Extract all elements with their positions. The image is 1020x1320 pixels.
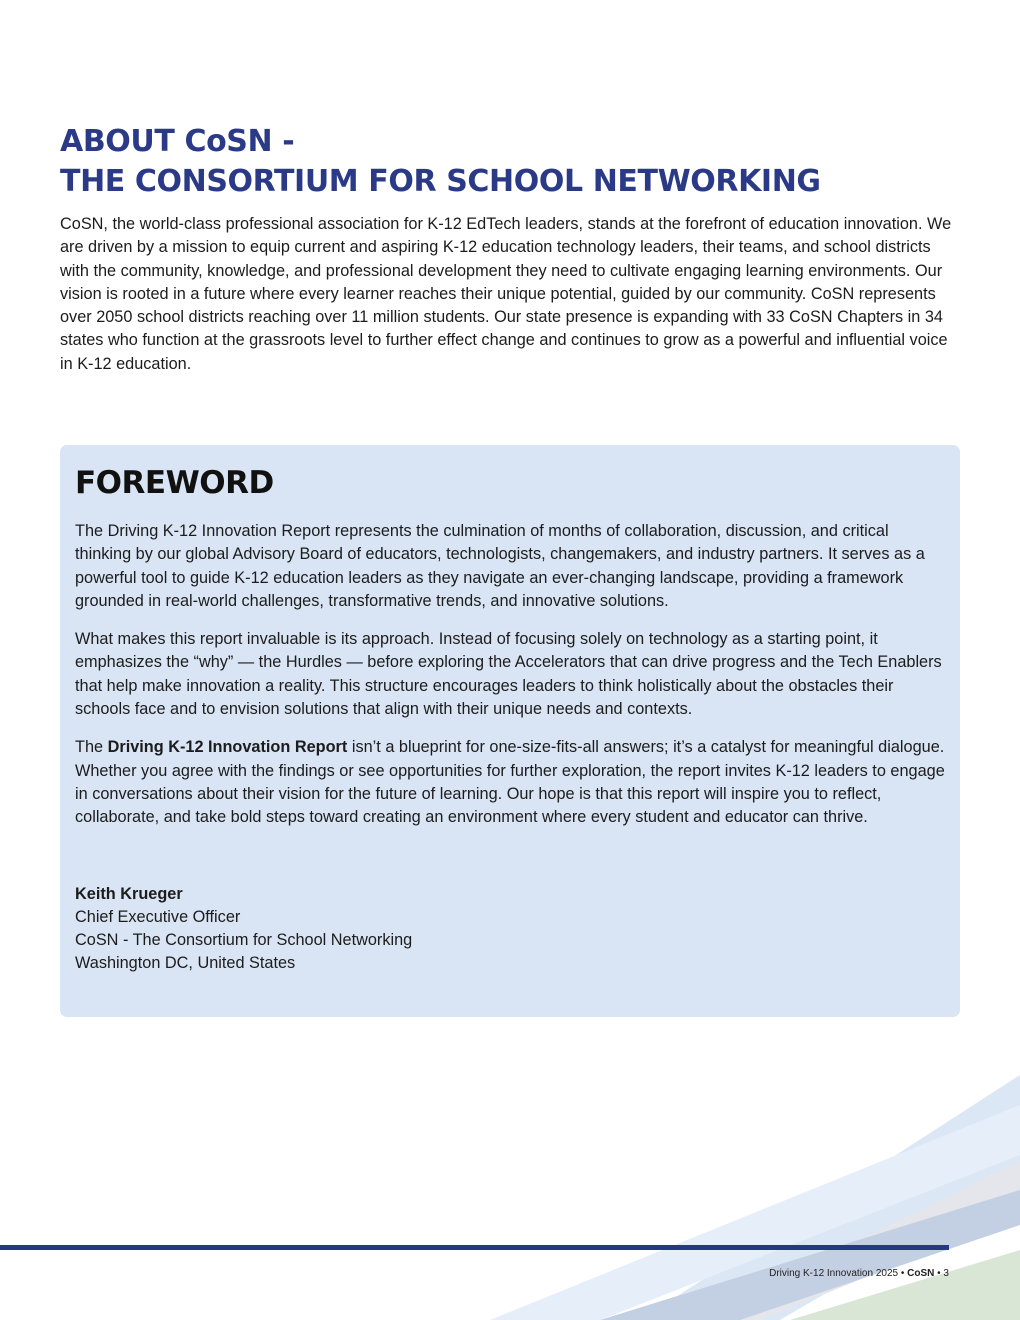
about-title-line1: ABOUT CoSN - (60, 124, 295, 159)
foreword-paragraph-2: What makes this report invaluable is its approach. Instead of focusing solely on technology as a starting point, it emphasizes the “why” — the Hurdles — before exploring the Accelerators that can drive progress and the Tech Enablers that help make innovation a reality. This structure encourages leaders to think holistically about the obstacles their schools face and to envision solutions that align with their unique needs and contexts. (75, 630, 942, 719)
signatory-name: Keith Krueger (75, 884, 183, 903)
foreword-panel (60, 445, 960, 1017)
paragraph-3-prefix: The (75, 738, 108, 757)
signatory-organization: CoSN - The Consortium for School Networking (75, 931, 413, 950)
about-section (60, 122, 960, 376)
page-footer (769, 1268, 949, 1280)
footer-report-title: Driving K-12 Innovation 2025 • (769, 1268, 908, 1279)
signatory-role: Chief Executive Officer (75, 907, 241, 926)
foreword-title: FOREWORD (75, 465, 274, 501)
footer-rule (0, 1245, 949, 1250)
foreword-paragraph-3 (75, 736, 945, 829)
about-body: CoSN, the world-class professional association for K-12 EdTech leaders, stands at the forefront of education innovation. We are driven by a mission to equip current and aspiring K-12 education technology leaders, their teams, and school districts with the community, knowledge, and professional development they need to cultivate engaging learning environments. Our vision is rooted in a future where every learner reaches their unique potential, guided by our community. CoSN represents over 2050 school districts reaching over 11 million students. Our state presence is expanding with 33 CoSN Chapters in 34 states who function at the grassroots level to further effect change and continues to grow as a powerful and influential voice in K-12 education. (60, 215, 952, 373)
report-name-bold: Driving K-12 Innovation Report (107, 738, 348, 757)
about-title (60, 122, 960, 202)
footer-brand: CoSN (907, 1268, 935, 1279)
signatory-location: Washington DC, United States (75, 954, 296, 973)
signature-block (75, 883, 945, 976)
about-title-line2: THE CONSORTIUM FOR SCHOOL NETWORKING (60, 164, 821, 199)
paragraph-3-rest: isn’t a blueprint for one-size-fits-all answers; it’s a catalyst for meaningful dialogue. Whether you agree with the findings or see opportunities for further exploration, the report invites K-12 leaders to engage in conversations about their vision for the future of learning. Our hope is that this report will inspire you to reflect, collaborate, and take bold steps toward creating an environment where every student and educator can thrive. (75, 738, 945, 827)
page-number: • 3 (934, 1268, 949, 1279)
foreword-paragraph-1: The Driving K-12 Innovation Report represents the culmination of months of collaboration, discussion, and critical thinking by our global Advisory Board of educators, technologists, changemakers, and industry partners. It serves as a powerful tool to guide K-12 education leaders as they navigate an ever-changing landscape, providing a framework grounded in real-world challenges, transformative trends, and innovative solutions. (75, 522, 925, 610)
